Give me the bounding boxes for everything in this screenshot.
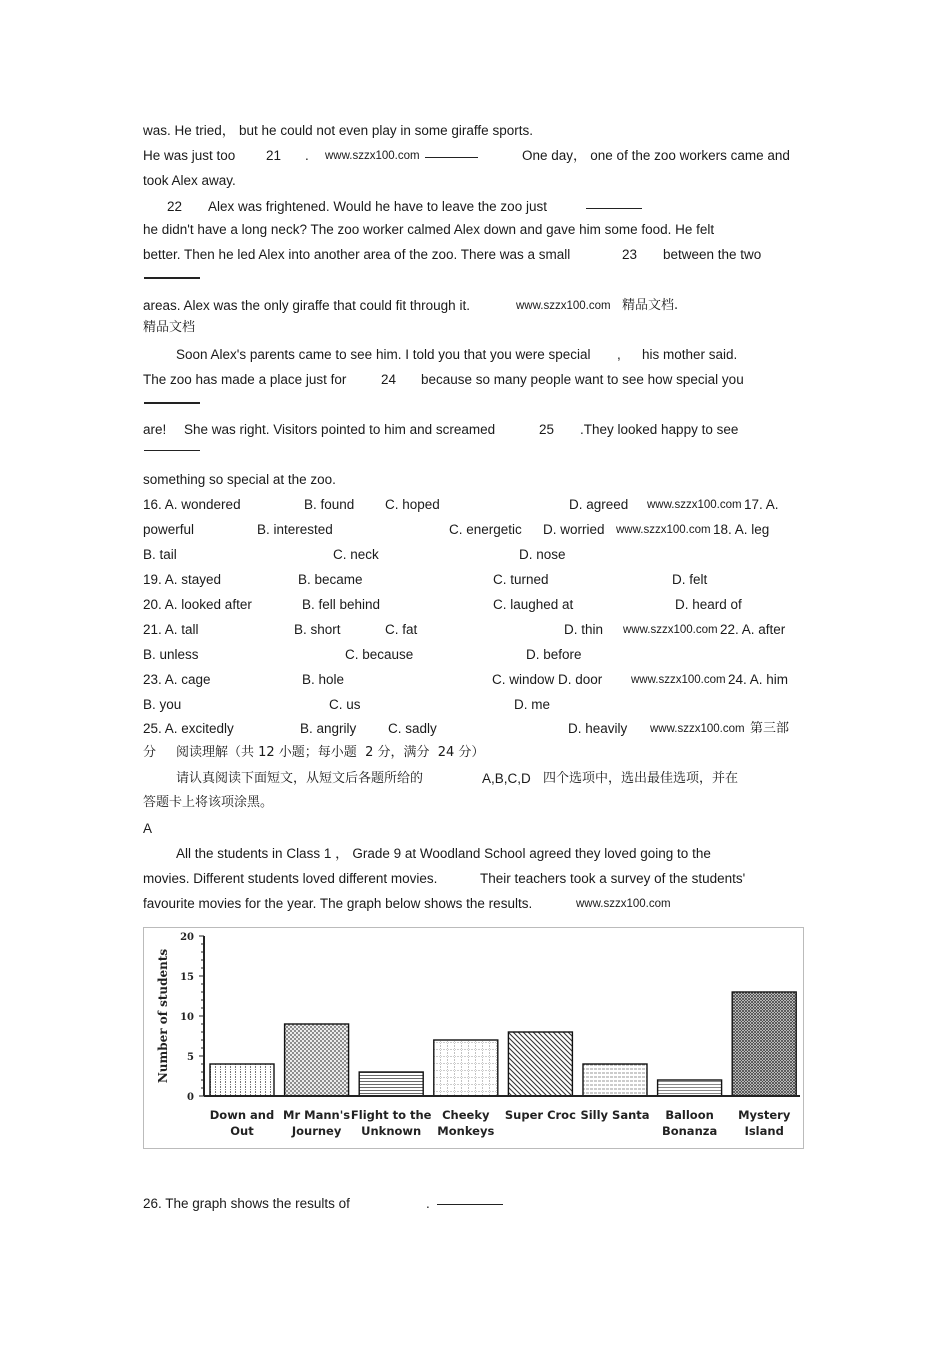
- passage-text: because so many people want to see how special you: [421, 372, 744, 387]
- watermark: www.szzx100.com: [576, 898, 671, 910]
- option: B. tail: [143, 547, 177, 562]
- watermark: www.szzx100.com: [623, 624, 718, 636]
- passage-text: She was right. Visitors pointed to him and screamed: [184, 422, 496, 437]
- instructions: 请认真阅读下面短文，从短文后各题所给的: [176, 771, 424, 786]
- passage-text: Soon Alex's parents came to see him. I told you that you were special: [176, 347, 591, 362]
- watermark-text: 精品文档.: [622, 298, 679, 313]
- option: 21. A. tall: [143, 622, 199, 637]
- option: D. heard of: [675, 597, 742, 612]
- bar: [359, 1072, 423, 1096]
- option: B. hole: [302, 672, 345, 687]
- passage-text: his mother said.: [642, 347, 738, 362]
- answer-blank: [144, 450, 200, 451]
- option: B. you: [143, 697, 182, 712]
- x-tick-label: Monkeys: [437, 1124, 495, 1138]
- option: 16. A. wondered: [143, 497, 241, 512]
- watermark: www.szzx100.com: [616, 524, 711, 536]
- option: C. sadly: [388, 721, 437, 736]
- option: D. nose: [519, 547, 566, 562]
- watermark: www.szzx100.com: [516, 300, 611, 312]
- watermark: www.szzx100.com: [647, 499, 742, 511]
- option: D. worried: [543, 522, 605, 537]
- x-tick-label: Bonanza: [661, 1124, 718, 1138]
- watermark: www.szzx100.com: [650, 723, 745, 735]
- bar: [434, 1040, 498, 1096]
- option: D. thin: [564, 622, 604, 637]
- watermark: www.szzx100.com: [325, 150, 420, 162]
- option: 20. A. looked after: [143, 597, 252, 612]
- option: C. turned: [493, 572, 549, 587]
- question-number: 24: [381, 372, 397, 387]
- question-26: 26. The graph shows the results of: [143, 1196, 350, 1211]
- option: 17. A.: [744, 497, 779, 512]
- option: B. short: [294, 622, 341, 637]
- answer-blank: [144, 277, 200, 279]
- section-title: 阅读理解（共 12 小题；每小题 2 分，满分 24 分）: [176, 745, 485, 760]
- passage-line: was. He tried， but he could not even play in some giraffe sports.: [143, 123, 533, 138]
- x-tick-label: Balloon: [665, 1108, 714, 1122]
- option: C. energetic: [449, 522, 522, 537]
- passage-text: ,: [617, 347, 621, 362]
- option: C. us: [329, 697, 361, 712]
- passage-line: took Alex away.: [143, 173, 236, 188]
- passage-text: Their teachers took a survey of the students': [480, 871, 746, 886]
- option: C. hoped: [385, 497, 440, 512]
- x-tick-label: Journey: [291, 1124, 342, 1138]
- bar: [583, 1064, 647, 1096]
- option: C. neck: [333, 547, 379, 562]
- option: C. window D. door: [492, 672, 603, 687]
- option: 22. A. after: [720, 622, 786, 637]
- bar: [732, 992, 796, 1096]
- y-axis-label: Number of students: [156, 948, 170, 1084]
- bar-chart: [143, 927, 804, 1149]
- question-number: 21: [266, 148, 282, 163]
- option: B. became: [298, 572, 363, 587]
- y-tick-label: 15: [180, 972, 194, 983]
- question-number: 22: [167, 199, 183, 214]
- bar: [658, 1080, 722, 1096]
- bar: [210, 1064, 274, 1096]
- answer-blank: [437, 1204, 503, 1205]
- option: B. interested: [257, 522, 333, 537]
- option: B. angrily: [300, 721, 357, 736]
- option: 23. A. cage: [143, 672, 211, 687]
- option: D. before: [526, 647, 582, 662]
- x-tick-label: Mystery: [738, 1108, 791, 1122]
- passage-text: favourite movies for the year. The graph below shows the results.: [143, 896, 533, 911]
- passage-label: A: [143, 821, 153, 836]
- option: powerful: [143, 522, 195, 537]
- question-number: 25: [539, 422, 555, 437]
- option: D. agreed: [569, 497, 629, 512]
- passage-text: between the two: [663, 247, 762, 262]
- question-26-end: .: [426, 1196, 430, 1211]
- watermark-text: 精品文档: [143, 320, 196, 335]
- y-tick-label: 0: [187, 1092, 194, 1103]
- answer-blank: [425, 157, 478, 158]
- option: D. me: [514, 697, 551, 712]
- bar: [285, 1024, 349, 1096]
- option: B. found: [304, 497, 355, 512]
- option: 24. A. him: [728, 672, 789, 687]
- instructions: A,B,C,D: [482, 771, 531, 786]
- y-tick-label: 5: [187, 1052, 194, 1063]
- answer-blank: [144, 402, 200, 404]
- passage-line: something so special at the zoo.: [143, 472, 336, 487]
- passage-text: All the students in Class 1 ， Grade 9 at Woodland School agreed they loved going to the: [176, 846, 711, 861]
- passage-line: he didn't have a long neck? The zoo worker calmed Alex down and gave him some food. He felt: [143, 222, 715, 237]
- instructions: 答题卡上将该项涂黑。: [143, 795, 274, 810]
- x-tick-label: Out: [230, 1124, 254, 1138]
- passage-text: He was just too: [143, 148, 236, 163]
- option: C. laughed at: [493, 597, 574, 612]
- passage-text: The zoo has made a place just for: [143, 372, 347, 387]
- option: 25. A. excitedly: [143, 721, 234, 736]
- option: B. fell behind: [302, 597, 381, 612]
- instructions: 四个选项中，选出最佳选项，并在: [543, 771, 739, 786]
- passage-text: .: [305, 148, 309, 163]
- passage-text: better. Then he led Alex into another area of the zoo. There was a small: [143, 247, 571, 262]
- y-tick-label: 20: [180, 932, 194, 943]
- x-tick-label: Unknown: [361, 1124, 422, 1138]
- option: C. because: [345, 647, 414, 662]
- passage-text: One day， one of the zoo workers came and: [522, 148, 790, 163]
- bar: [508, 1032, 572, 1096]
- x-tick-label: Down and: [209, 1108, 275, 1122]
- option: 18. A. leg: [713, 522, 770, 537]
- passage-text: are!: [143, 422, 167, 437]
- passage-text: Alex was frightened. Would he have to leave the zoo just: [208, 199, 547, 214]
- question-number: 23: [622, 247, 638, 262]
- x-tick-label: Super Croc: [504, 1108, 576, 1122]
- option: 19. A. stayed: [143, 572, 222, 587]
- passage-text: .They looked happy to see: [580, 422, 739, 437]
- option: D. heavily: [568, 721, 628, 736]
- option: D. felt: [672, 572, 708, 587]
- section-title: 第三部: [750, 721, 790, 736]
- passage-text: areas. Alex was the only giraffe that could fit through it.: [143, 298, 470, 313]
- x-tick-label: Flight to the: [350, 1108, 432, 1122]
- x-tick-label: Cheeky: [442, 1108, 490, 1122]
- answer-blank: [586, 208, 642, 209]
- x-tick-label: Mr Mann's: [283, 1108, 351, 1122]
- section-title: 分: [143, 745, 157, 760]
- passage-text: movies. Different students loved different movies.: [143, 871, 438, 886]
- watermark: www.szzx100.com: [631, 674, 726, 686]
- y-tick-label: 10: [180, 1012, 194, 1023]
- option: B. unless: [143, 647, 199, 662]
- x-tick-label: Silly Santa: [580, 1108, 650, 1122]
- x-tick-label: Island: [744, 1124, 784, 1138]
- option: C. fat: [385, 622, 418, 637]
